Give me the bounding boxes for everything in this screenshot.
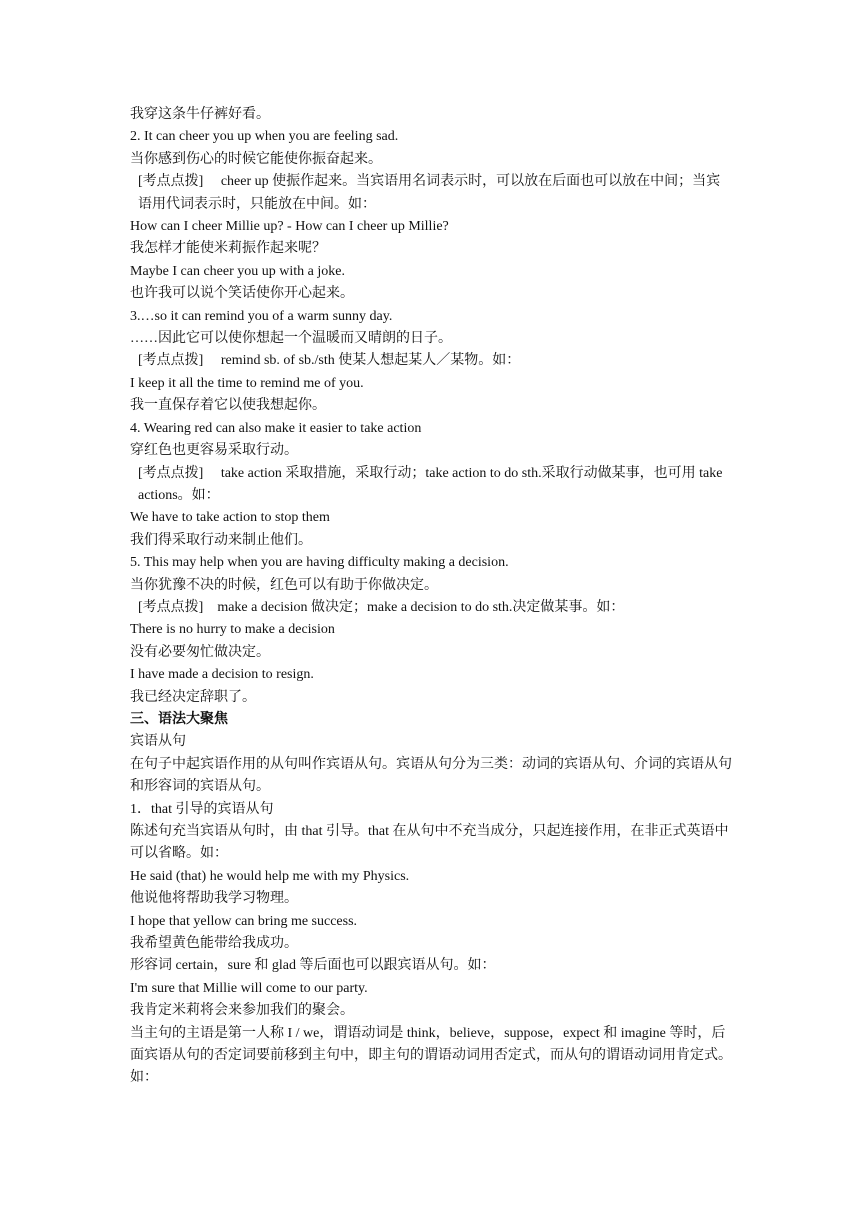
text-paragraph: 陈述句充当宾语从句时，由 that 引导。that 在从句中不充当成分，只起连接作用，在非正式英语中可以省略。如： xyxy=(130,824,729,862)
text-line: 我一直保存着它以使我想起你。 xyxy=(130,398,326,414)
text-line: 当你犹豫不决的时候，红色可以有助于你做决定。 xyxy=(130,577,438,593)
text-line: 形容词 certain，sure 和 glad 等后面也可以跟宾语从句。如： xyxy=(130,958,496,974)
text-line: We have to take action to stop them xyxy=(130,510,330,526)
tip-paragraph: [考点点拨] cheer up 使振作起来。当宾语用名词表示时，可以放在后面也可以放在中间；当宾语用代词表示时，只能放在中间。如： xyxy=(138,174,721,212)
section-heading: 三、语法大聚焦 xyxy=(130,711,228,727)
text-line: 5. This may help when you are having difficulty making a decision. xyxy=(130,555,509,571)
text-paragraph: 当主句的主语是第一人称 I / we，谓语动词是 think，believe，suppose，expect 和 imagine 等时，后面宾语从句的否定词要前移到主句中，即主句的谓语动词用否定式，而从句的谓语动词用肯定式。如： xyxy=(130,1025,732,1086)
text-line: 我已经决定辞职了。 xyxy=(130,689,256,705)
tip-paragraph: [考点点拨] take action 采取措施，采取行动；take action to do sth.采取行动做某事，也可用 take actions。如： xyxy=(138,465,726,503)
text-line: 我穿这条牛仔裤好看。 xyxy=(130,107,270,122)
text-line: 我希望黄色能带给我成功。 xyxy=(130,936,298,952)
text-line: 穿红色也更容易采取行动。 xyxy=(130,443,298,459)
text-line: 他说他将帮助我学习物理。 xyxy=(130,891,298,907)
text-line: There is no hurry to make a decision xyxy=(130,622,335,638)
text-line: ……因此它可以使你想起一个温暖而又晴朗的日子。 xyxy=(130,331,452,347)
text-line: I have made a decision to resign. xyxy=(130,667,314,683)
subheading: 1．that 引导的宾语从句 xyxy=(130,801,274,817)
topic-title: 宾语从句 xyxy=(130,734,186,750)
text-line: I hope that yellow can bring me success. xyxy=(130,913,358,929)
text-line: 2. It can cheer you up when you are feeling sad. xyxy=(130,129,399,145)
text-line: 3.…so it can remind you of a warm sunny day. xyxy=(130,308,393,324)
text-line: I keep it all the time to remind me of you. xyxy=(130,375,364,391)
document-body xyxy=(130,104,732,1090)
tip-paragraph: [考点点拨] remind sb. of sb./sth 使某人想起某人／某物。如： xyxy=(138,353,521,369)
text-line: 没有必要匆忙做决定。 xyxy=(130,644,270,660)
text-line: 我们得采取行动来制止他们。 xyxy=(130,532,312,548)
text-line: 也许我可以说个笑话使你开心起来。 xyxy=(130,286,354,302)
text-line: Maybe I can cheer you up with a joke. xyxy=(130,263,345,279)
text-line: How can I cheer Millie up? - How can I cheer up Millie? xyxy=(130,219,449,235)
text-line: 我肯定米莉将会来参加我们的聚会。 xyxy=(130,1003,354,1019)
text-line: 我怎样才能使米莉振作起来呢？ xyxy=(130,241,326,257)
text-line: I'm sure that Millie will come to our party. xyxy=(130,980,368,996)
tip-paragraph: [考点点拨] make a decision 做决定；make a decision to do sth.决定做某事。如： xyxy=(138,599,625,615)
text-line: He said (that) he would help me with my Physics. xyxy=(130,868,410,884)
text-line: 4. Wearing red can also make it easier to take action xyxy=(130,420,422,436)
text-line: 当你感到伤心的时候它能使你振奋起来。 xyxy=(130,151,382,167)
text-paragraph: 在句子中起宾语作用的从句叫作宾语从句。宾语从句分为三类：动词的宾语从句、介词的宾语从句和形容词的宾语从句。 xyxy=(130,756,732,795)
